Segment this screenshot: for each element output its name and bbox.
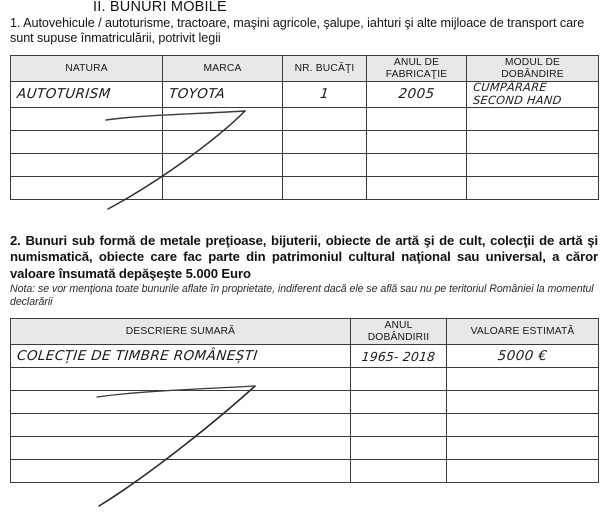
column-header-modul-dobandire <box>467 56 599 82</box>
header-line-2: DOBÂNDIRII <box>367 331 430 343</box>
table-row <box>11 345 599 368</box>
table-row <box>11 414 599 437</box>
cell-nr-bucati <box>283 82 367 108</box>
table-header-row <box>11 56 599 82</box>
table-row <box>11 368 599 391</box>
header-line-1: VALOARE ESTIMATĂ <box>470 325 575 337</box>
cell-natura <box>11 177 163 200</box>
table-row <box>11 154 599 177</box>
cell-valoare-estimata <box>447 437 599 460</box>
handwritten-modul-line-1: CUMPĂRARE <box>472 81 548 94</box>
column-header-anul-dobandirii <box>351 319 447 345</box>
header-line-1: MODUL DE <box>504 56 561 68</box>
cell-modul-dobandire <box>467 82 599 108</box>
handwritten-marca: TOYOTA <box>168 86 227 103</box>
column-header-valoare-estimata <box>447 319 599 345</box>
vehicles-table <box>10 55 599 200</box>
cell-anul-fabricatie <box>367 154 467 177</box>
cell-descriere-sumara <box>11 414 351 437</box>
column-header-descriere-sumara <box>11 319 351 345</box>
column-header-natura <box>11 56 163 82</box>
header-line-1: NATURA <box>65 62 108 74</box>
handwritten-valoare-estimata: 5000 € <box>496 347 549 364</box>
cell-anul-fabricatie <box>367 177 467 200</box>
cell-anul-dobandirii <box>351 437 447 460</box>
cell-descriere-sumara <box>11 391 351 414</box>
cell-marca <box>163 82 283 108</box>
cell-anul-dobandirii <box>351 414 447 437</box>
handwritten-nr-bucati: 1 <box>319 86 330 103</box>
valuables-table <box>10 318 599 483</box>
column-header-anul-fabricatie <box>367 56 467 82</box>
table-row <box>11 131 599 154</box>
handwritten-anul-dobandirii: 1965- 2018 <box>360 348 437 364</box>
cell-modul-dobandire <box>467 131 599 154</box>
table-row <box>11 460 599 483</box>
cell-marca <box>163 108 283 131</box>
cell-anul-dobandirii <box>351 460 447 483</box>
handwritten-modul-line-2: SECOND HAND <box>472 93 563 107</box>
table-header-row <box>11 319 599 345</box>
cell-modul-dobandire <box>467 154 599 177</box>
item1-paragraph: 1. Autovehicule / autoturisme, tractoare, maşini agricole, şalupe, iahturi şi alte mijloace de transport care sunt supuse înmatriculării, potrivit legii <box>10 16 585 46</box>
cell-nr-bucati <box>283 131 367 154</box>
cell-nr-bucati <box>283 154 367 177</box>
cell-marca <box>163 131 283 154</box>
cell-valoare-estimata <box>447 391 599 414</box>
cell-natura <box>11 131 163 154</box>
header-line-1: ANUL DE <box>393 56 440 68</box>
cell-anul-dobandirii <box>351 391 447 414</box>
cell-modul-dobandire <box>467 177 599 200</box>
header-line-1: MARCA <box>203 62 242 74</box>
cell-valoare-estimata <box>447 368 599 391</box>
header-line-2: DOBÂNDIRE <box>501 68 564 80</box>
cell-marca <box>163 177 283 200</box>
cell-descriere-sumara <box>11 460 351 483</box>
header-line-1: DESCRIERE SUMARĂ <box>125 325 236 337</box>
column-header-nr-bucati <box>283 56 367 82</box>
cell-descriere-sumara <box>11 368 351 391</box>
cell-modul-dobandire <box>467 108 599 131</box>
table-row <box>11 82 599 108</box>
cell-anul-dobandirii <box>351 368 447 391</box>
table-row <box>11 108 599 131</box>
handwritten-anul-fabricatie: 2005 <box>397 86 436 103</box>
cell-anul-fabricatie <box>367 131 467 154</box>
table-row <box>11 437 599 460</box>
item2-paragraph: 2. Bunuri sub formă de metale preţioase, bijuterii, obiecte de artă şi de cult, colecţii de artă şi numismatică, obiecte care fac parte din patrimoniul cultural naţional sau universal, a căror valoare însumată depăşeşte 5.000 Euro <box>10 233 598 281</box>
cell-natura <box>11 82 163 108</box>
header-line-2: FABRICAŢIE <box>385 68 448 80</box>
cell-nr-bucati <box>283 108 367 131</box>
section-heading: II. BUNURI MOBILE <box>93 0 227 15</box>
cell-anul-fabricatie <box>367 82 467 108</box>
cell-valoare-estimata <box>447 345 599 368</box>
cell-valoare-estimata <box>447 414 599 437</box>
header-line-1: ANUL <box>384 319 413 331</box>
item2-block <box>10 233 598 308</box>
item2-note: Nota: se vor menţiona toate bunurile aflate în proprietate, indiferent dacă ele se află sau nu pe teritoriul României la momentul declarării <box>10 283 594 308</box>
cell-natura <box>11 154 163 177</box>
column-header-marca <box>163 56 283 82</box>
cell-descriere-sumara <box>11 437 351 460</box>
handwritten-natura: AUTOTURISM <box>16 86 112 103</box>
cell-marca <box>163 154 283 177</box>
cell-natura <box>11 108 163 131</box>
cell-anul-dobandirii <box>351 345 447 368</box>
cell-descriere-sumara <box>11 345 351 368</box>
cell-anul-fabricatie <box>367 108 467 131</box>
cell-valoare-estimata <box>447 460 599 483</box>
header-line-1: NR. BUCĂŢI <box>294 62 355 74</box>
table-row <box>11 391 599 414</box>
handwritten-descriere: COLECȚIE DE TIMBRE ROMÂNEȘTI <box>16 347 259 364</box>
cell-nr-bucati <box>283 177 367 200</box>
table-row <box>11 177 599 200</box>
